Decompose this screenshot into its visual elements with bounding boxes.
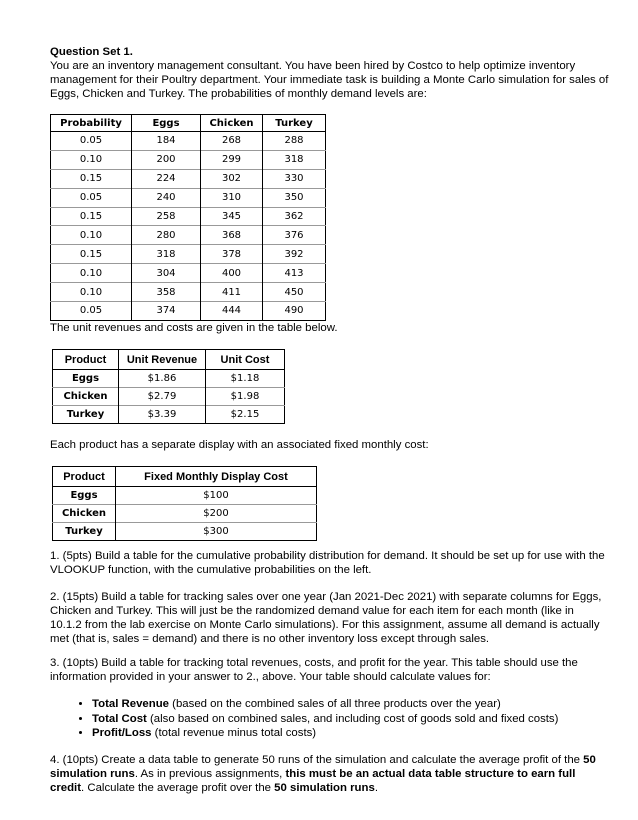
cell-chicken: 299 — [201, 150, 263, 169]
cell-eggs: 240 — [132, 188, 201, 207]
question-3: 3. (10pts) Build a table for tracking total revenues, costs, and profit for the year. This table should use the information provided in your answer to 2., above. Your table should calculate values for: — [50, 657, 578, 683]
cell-probability: 0.10 — [51, 226, 132, 245]
cell-probability: 0.15 — [51, 169, 132, 188]
cell-probability: 0.10 — [51, 264, 132, 283]
header-product: Product — [53, 350, 119, 370]
header-probability: Probability — [51, 115, 132, 132]
cell-eggs: 318 — [132, 245, 201, 264]
cell-display-cost: $100 — [116, 487, 317, 505]
intro-paragraph: You are an inventory management consultant. You have been hired by Costco to help optimize inventory management for their Poultry department. Your immediate task is building a Monte Carlo simulation for sales of Eggs, Chicken and Turkey. The probabilities of monthly demand levels are: — [50, 60, 609, 100]
cell-chicken: 400 — [201, 264, 263, 283]
display-paragraph: Each product has a separate display with an associated fixed monthly cost: — [50, 439, 429, 451]
cell-chicken: 378 — [201, 245, 263, 264]
cell-unit-revenue: $1.86 — [119, 370, 206, 388]
cell-probability: 0.15 — [51, 245, 132, 264]
cell-turkey: 376 — [263, 226, 326, 245]
cell-eggs: 184 — [132, 132, 201, 151]
cell-eggs: 258 — [132, 207, 201, 226]
header-unit-revenue: Unit Revenue — [119, 350, 206, 370]
cell-unit-revenue: $3.39 — [119, 406, 206, 424]
table-row — [51, 226, 326, 245]
cell-turkey: 350 — [263, 188, 326, 207]
table-header-row — [53, 467, 317, 487]
header-chicken: Chicken — [201, 115, 263, 132]
cell-product: Turkey — [53, 406, 119, 424]
cell-eggs: 224 — [132, 169, 201, 188]
cell-turkey: 362 — [263, 207, 326, 226]
cell-product: Chicken — [53, 388, 119, 406]
list-item: • Total Cost (also based on combined sales, and including cost of goods sold and fixed costs) — [92, 712, 612, 727]
table-row — [51, 283, 326, 302]
cell-product: Chicken — [53, 505, 116, 523]
table-row — [51, 302, 326, 321]
cell-probability: 0.05 — [51, 188, 132, 207]
table-row — [51, 169, 326, 188]
demand-probability-table — [50, 114, 326, 321]
list-item: • Profit/Loss (total revenue minus total costs) — [92, 726, 612, 741]
cell-product: Turkey — [53, 523, 116, 541]
table-row — [53, 505, 317, 523]
cell-eggs: 200 — [132, 150, 201, 169]
cell-display-cost: $300 — [116, 523, 317, 541]
cell-probability: 0.10 — [51, 283, 132, 302]
unit-paragraph: The unit revenues and costs are given in the table below. — [50, 322, 338, 334]
table-row — [51, 264, 326, 283]
cell-chicken: 302 — [201, 169, 263, 188]
header-fixed-display-cost: Fixed Monthly Display Cost — [116, 467, 317, 487]
cell-chicken: 444 — [201, 302, 263, 321]
table-row — [51, 188, 326, 207]
cell-chicken: 310 — [201, 188, 263, 207]
cell-turkey: 318 — [263, 150, 326, 169]
unit-revenue-cost-table — [52, 349, 285, 424]
cell-probability: 0.15 — [51, 207, 132, 226]
header-unit-cost: Unit Cost — [206, 350, 285, 370]
header-eggs: Eggs — [132, 115, 201, 132]
cell-chicken: 268 — [201, 132, 263, 151]
table-row — [51, 132, 326, 151]
cell-eggs: 304 — [132, 264, 201, 283]
cell-eggs: 358 — [132, 283, 201, 302]
table-row — [51, 150, 326, 169]
cell-display-cost: $200 — [116, 505, 317, 523]
table-header-row — [51, 115, 326, 132]
table-row — [53, 523, 317, 541]
display-cost-table — [52, 466, 317, 541]
table-row — [53, 370, 285, 388]
cell-turkey: 490 — [263, 302, 326, 321]
question-2: 2. (15pts) Build a table for tracking sales over one year (Jan 2021-Dec 2021) with separate columns for Eggs, Chicken and Turkey. This will just be the randomized demand value for each item for each month (like in 10.1.2 from the lab exercise on Monte Carlo simulations). For this assignment, assume all demand is actually met (that is, sales = demand) and there is no other inventory loss except through sales. — [50, 591, 602, 645]
table-header-row — [53, 350, 285, 370]
cell-turkey: 392 — [263, 245, 326, 264]
cell-probability: 0.05 — [51, 302, 132, 321]
cell-unit-cost: $1.98 — [206, 388, 285, 406]
cell-probability: 0.10 — [51, 150, 132, 169]
question-heading: Question Set 1. — [50, 46, 133, 58]
cell-chicken: 411 — [201, 283, 263, 302]
question-4: 4. (10pts) Create a data table to generate 50 runs of the simulation and calculate the average profit of the 50 simulation runs. As in previous assignments, this must be an actual data table structure to earn full credit. Calculate the average profit over the 50 simulation runs. — [50, 754, 596, 794]
cell-turkey: 413 — [263, 264, 326, 283]
cell-chicken: 345 — [201, 207, 263, 226]
table-row — [53, 487, 317, 505]
list-item: • Total Revenue (based on the combined sales of all three products over the year) — [92, 697, 612, 712]
table-row — [51, 245, 326, 264]
cell-unit-revenue: $2.79 — [119, 388, 206, 406]
cell-unit-cost: $2.15 — [206, 406, 285, 424]
cell-unit-cost: $1.18 — [206, 370, 285, 388]
deliverables-list — [50, 697, 612, 741]
cell-turkey: 288 — [263, 132, 326, 151]
cell-eggs: 374 — [132, 302, 201, 321]
cell-chicken: 368 — [201, 226, 263, 245]
table-row — [53, 406, 285, 424]
header-turkey: Turkey — [263, 115, 326, 132]
cell-probability: 0.05 — [51, 132, 132, 151]
cell-turkey: 330 — [263, 169, 326, 188]
document-page — [50, 45, 610, 794]
header-product: Product — [53, 467, 116, 487]
cell-eggs: 280 — [132, 226, 201, 245]
cell-product: Eggs — [53, 370, 119, 388]
cell-turkey: 450 — [263, 283, 326, 302]
table-row — [51, 207, 326, 226]
table-row — [53, 388, 285, 406]
question-1: 1. (5pts) Build a table for the cumulative probability distribution for demand. It should be set up for use with the VLOOKUP function, with the cumulative probabilities on the left. — [50, 550, 605, 576]
cell-product: Eggs — [53, 487, 116, 505]
